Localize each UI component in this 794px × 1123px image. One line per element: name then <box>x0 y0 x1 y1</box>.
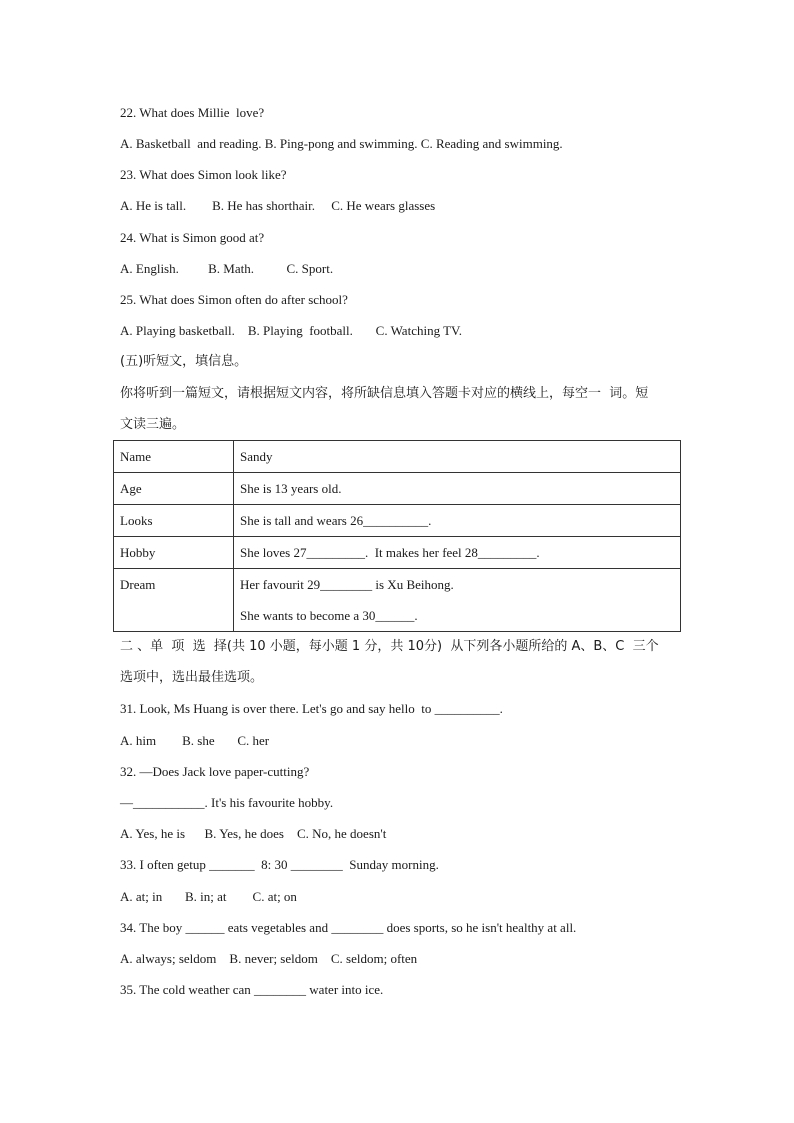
q33-options: A. at; in B. in; at C. at; on <box>120 889 297 904</box>
row-label: Hobby <box>114 537 234 569</box>
table-row <box>114 473 681 505</box>
row-label: Looks <box>114 505 234 537</box>
q24-question: 24. What is Simon good at? <box>120 230 265 245</box>
row-value: Her favourit 29________ is Xu Beihong. <box>240 577 454 592</box>
section5-instructions-line2: 文读三遍。 <box>120 417 186 432</box>
q34-options: A. always; seldom B. never; seldom C. seldom; often <box>120 951 418 966</box>
q23-question: 23. What does Simon look like? <box>120 167 287 182</box>
q25-options: A. Playing basketball. B. Playing football. C. Watching TV. <box>120 323 462 338</box>
q24-options: A. English. B. Math. C. Sport. <box>120 261 334 276</box>
section5-heading: (五)听短文，填信息。 <box>120 354 248 369</box>
row-label: Name <box>114 441 234 473</box>
q35-question: 35. The cold weather can ________ water into ice. <box>120 982 384 997</box>
q32-question: 32. —Does Jack love paper-cutting? <box>120 764 310 779</box>
q32-options: A. Yes, he is B. Yes, he does C. No, he doesn't <box>120 826 387 841</box>
q22-question: 22. What does Millie love? <box>120 105 265 120</box>
row-value: She is 13 years old. <box>234 473 681 505</box>
row-value-2: She wants to become a 30______. <box>240 608 418 623</box>
section5-instructions-line1: 你将听到一篇短文，请根据短文内容，将所缺信息填入答题卡对应的横线上，每空一 词。短 <box>120 386 649 401</box>
q22-options: A. Basketball and reading. B. Ping-pong and swimming. C. Reading and swimming. <box>120 136 563 151</box>
table-row <box>114 505 681 537</box>
table-row <box>114 537 681 569</box>
row-value-multiline <box>234 569 681 632</box>
row-value: She is tall and wears 26__________. <box>234 505 681 537</box>
section2-heading-line2: 选项中，选出最佳选项。 <box>120 670 264 685</box>
q34-question: 34. The boy ______ eats vegetables and ________ does sports, so he isn't healthy at all. <box>120 920 577 935</box>
table-row <box>114 569 681 632</box>
q31-options: A. him B. she C. her <box>120 733 270 748</box>
row-label: Age <box>114 473 234 505</box>
info-table <box>113 440 681 632</box>
q33-question: 33. I often getup _______ 8: 30 ________ Sunday morning. <box>120 857 439 872</box>
row-value: Sandy <box>234 441 681 473</box>
q32-answer-line: —___________. It's his favourite hobby. <box>120 795 334 810</box>
table-row <box>114 441 681 473</box>
q31-question: 31. Look, Ms Huang is over there. Let's go and say hello to __________. <box>120 701 503 716</box>
row-value: She loves 27_________. It makes her feel 28_________. <box>234 537 681 569</box>
q25-question: 25. What does Simon often do after school? <box>120 292 348 307</box>
row-label: Dream <box>114 569 234 632</box>
section2-heading-line1: 二 、单 项 选 择(共 10 小题，每小题 1 分，共 10分) 从下列各小题所给的 A、B、C 三个 <box>120 639 659 654</box>
q23-options: A. He is tall. B. He has shorthair. C. He wears glasses <box>120 198 436 213</box>
